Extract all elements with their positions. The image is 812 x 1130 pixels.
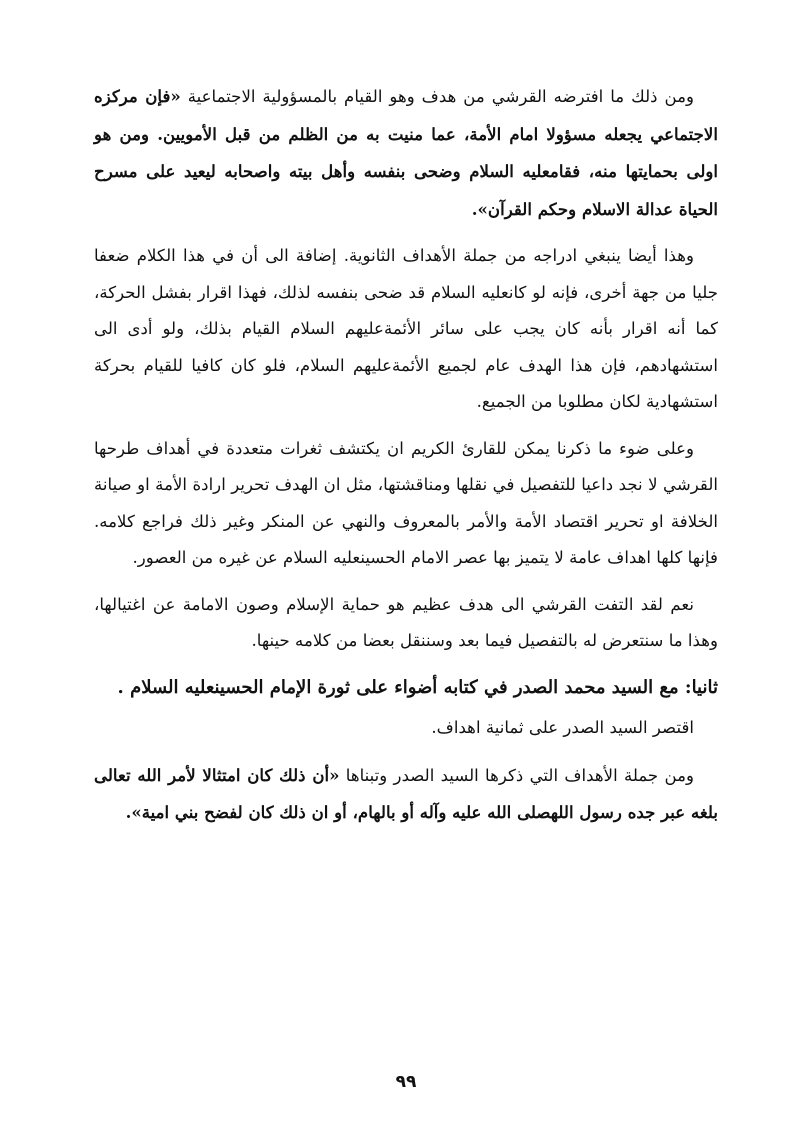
section-heading: ثانيا: مع السيد محمد الصدر في كتابه أضواء على ثورة الإمام الحسينعليه السلام . [117,676,718,698]
paragraph-3: وعلى ضوء ما ذكرنا يمكن للقارئ الكريم ان يكتشف ثغرات متعددة في أهداف طرحها القرشي لا نجد داعيا للتفصيل في نقلها ومناقشتها، مثل ان الهدف تحرير ارادة الأمة او صيانة الخلافة او تحرير اقتصاد الأمة والأمر بالمعروف والنهي عن المنكر وغير ذلك فراجع كلامه. فإنها كلها اهداف عامة لا يتميز بها عصر الامام الحسينعليه السلام عن غيره من العصور. [94,438,718,567]
paragraph-1-quote: «فإن مركزه الاجتماعي يجعله مسؤولا امام الأمة، عما منيت به من الظلم من قبل الأمويين. ومن هو اولى بحمايتها منه، فقامعليه السلام وضحى بنفسه وأهل بيته واصحابه ليعيد على مسرح الحياة عدالة الاسلام وحكم القرآن». [94,86,718,219]
paragraph-1 [94,78,718,228]
paragraph-6-lead: ومن جملة الأهداف التي ذكرها السيد الصدر وتبناها [345,765,694,785]
paragraph-5: اقتصر السيد الصدر على ثمانية اهداف. [431,718,694,737]
paragraph-1-lead: ومن ذلك ما افترضه القرشي من هدف وهو القيام بالمسؤولية الاجتماعية [187,87,694,106]
paragraph-4: نعم لقد التفت القرشي الى هدف عظيم هو حماية الإسلام وصون الامامة عن اغتيالها، وهذا ما سنتعرض له بالتفصيل فيما بعد وسننقل بعضا من كلامه حينها. [94,594,718,650]
page-body [94,78,718,842]
paragraph-6-quote: «أن ذلك كان امتثالا لأمر الله تعالى بلغه عبر جده رسول اللهصلى الله عليه وآله أو بالهام، أو ان ذلك كان لفضح بني امية». [94,764,718,822]
page-number: ٩٩ [395,1072,417,1092]
paragraph-2: وهذا أيضا ينبغي ادراجه من جملة الأهداف الثانوية. إضافة الى أن في هذا الكلام ضعفا جليا من جهة أخرى، فإنه لو كانعليه السلام قد ضحى بنفسه لذلك، فهذا اقرار بفشل الحركة، كما أنه اقرار بأنه كان يجب على سائر الأئمةعليهم السلام القيام بذلك، ولو أدى الى استشهادهم، فإن هذا الهدف عام لجميع الأئمةعليهم السلام، فلو كان كافيا للقيام بحركة استشهادية لكان مطلوبا من الجميع. [94,246,718,411]
paragraph-6 [94,757,718,832]
